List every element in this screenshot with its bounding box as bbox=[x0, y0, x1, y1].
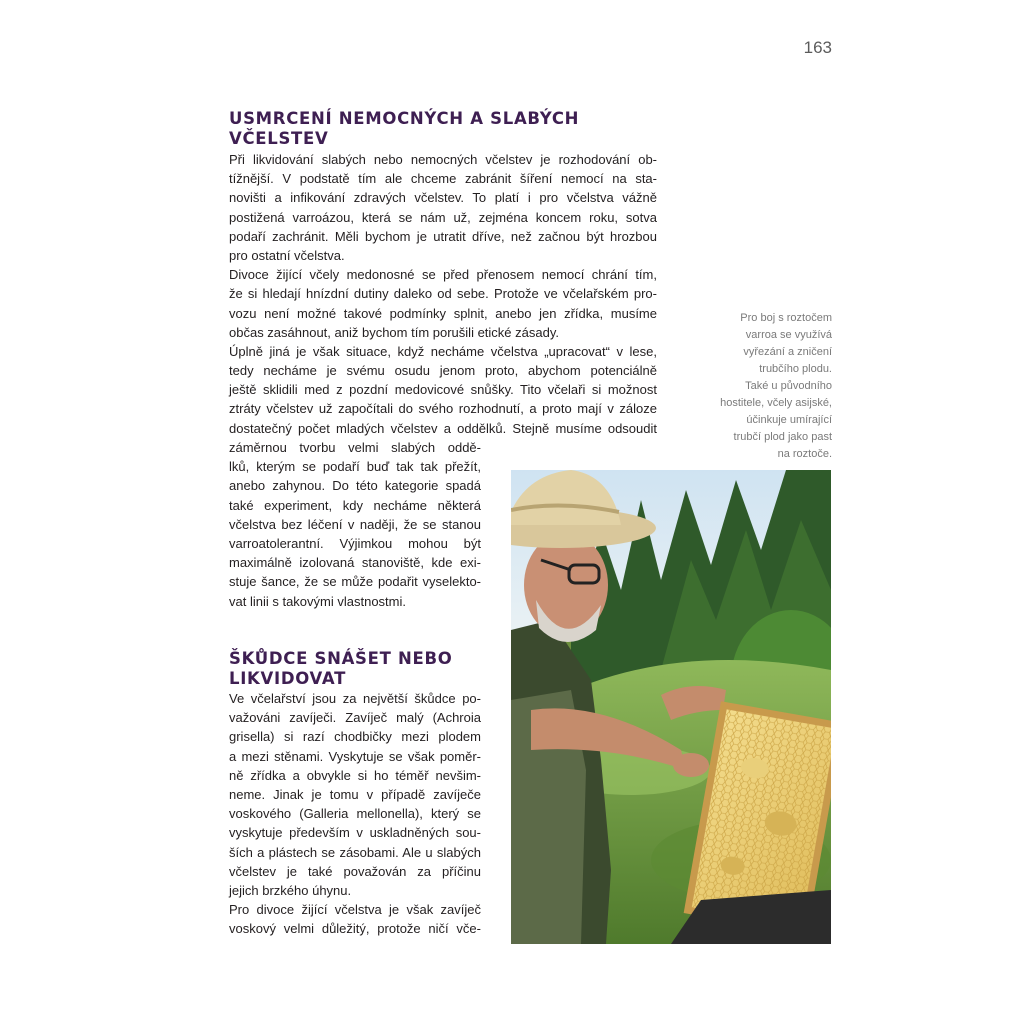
section1-body bbox=[229, 150, 657, 438]
caption-line: vyřezání a zničení bbox=[743, 346, 832, 358]
text-line: Úplně jiná je však situace, když necháme včelstva „upracovat“ v lese, bbox=[229, 343, 657, 359]
caption-line: trubčího plodu. bbox=[759, 363, 832, 375]
text-line: voskový velmi důležitý, protože ničí vče- bbox=[229, 921, 481, 937]
text-line: ších a plástech se zásobami. Ale u slabých bbox=[229, 844, 481, 860]
text-line: Divoce žijící včely medonosné se před přenosem nemocí chrání tím, bbox=[229, 267, 657, 283]
text-line: ně zřídka a obvykle si ho téměř nevšim- bbox=[229, 767, 481, 783]
caption-line: Pro boj s roztočem bbox=[740, 312, 832, 324]
section2-body bbox=[229, 689, 481, 938]
text-line: lků, kterým se podaří buď tak tak přežít, bbox=[229, 459, 481, 475]
text-line: a mezi stěnami. Vyskytuje se však poměr- bbox=[229, 748, 481, 764]
beekeeper-photo bbox=[511, 470, 831, 944]
section-heading-usmrceni bbox=[229, 109, 579, 149]
caption-line: trubčí plod jako past bbox=[733, 431, 832, 443]
beekeeper-illustration bbox=[511, 470, 831, 944]
text-line: tížnější. V podstatě tím ale chceme zabránit šíření nemocí na sta- bbox=[229, 171, 657, 187]
text-line: včelstev je také považován za příčinu bbox=[229, 863, 481, 879]
text-line: varroatolerantní. Výjimkou mohou být bbox=[229, 535, 481, 551]
text-line: včelstva bez léčení v naději, že se stanou bbox=[229, 516, 481, 532]
text-line: vozu není možné takové podmínky splnit, anebo jen zřídka, musíme bbox=[229, 305, 657, 321]
heading-line: ŠKŮDCE SNÁŠET NEBO bbox=[229, 649, 453, 668]
text-line: dostatečný počet mladých včelstev a oddělků. Stejně musíme odsoudit bbox=[229, 420, 657, 436]
text-line: postižená varroázou, která se nám už, zejména koncem roku, sotva bbox=[229, 209, 657, 225]
section-heading-skudce bbox=[229, 649, 453, 689]
heading-line: LIKVIDOVAT bbox=[229, 669, 347, 688]
heading-line: USMRCENÍ NEMOCNÝCH A SLABÝCH bbox=[229, 109, 580, 128]
text-line: vyskytuje především v uskladněných sou- bbox=[229, 825, 481, 841]
text-line: ještě sklidili med z pozdní medovicové snůšky. Tito včelaři si možnost bbox=[229, 382, 657, 398]
text-line: také experiment, kdy necháme některá bbox=[229, 497, 481, 513]
text-line: pro ostatní včelstva. bbox=[229, 247, 345, 263]
text-line: podaří zachránit. Měli bychom je utratit dříve, než začnou být hrozbou bbox=[229, 228, 657, 244]
caption-line: Také u původního bbox=[745, 380, 832, 392]
page-number: 163 bbox=[803, 38, 832, 57]
caption-line: účinkuje umírající bbox=[746, 414, 832, 426]
text-line: vat linii s takovými vlastnostmi. bbox=[229, 593, 406, 609]
caption-line: na roztoče. bbox=[777, 448, 832, 460]
text-line: novišti a infikování zdravých včelstev. To platí i pro včelstva vážně bbox=[229, 190, 657, 206]
text-line: neme. Jinak je tomu v případě zavíječe bbox=[229, 786, 481, 802]
text-line: že si hledají hnízdní dutiny daleko od sebe. Protože ve včelařském pro- bbox=[229, 286, 657, 302]
photo-caption bbox=[690, 310, 832, 463]
text-line: grisella) si razí chodbičky mezi plodem bbox=[229, 729, 481, 745]
text-line: Při likvidování slabých nebo nemocných včelstev je rozhodování ob- bbox=[229, 152, 657, 167]
text-line: Ve včelařství jsou za největší škůdce po- bbox=[229, 691, 481, 706]
text-line: ztráty včelstev už započítali do svého rozhodnutí, a proto mají v záloze bbox=[229, 401, 657, 417]
heading-line: VČELSTEV bbox=[229, 129, 329, 148]
text-line: stuje šance, že se může podařit vyselekto- bbox=[229, 574, 481, 590]
text-line: občas zasáhnout, aniž bychom tím porušili etické zásady. bbox=[229, 324, 559, 340]
text-line: voskového (Galleria mellonella), který se bbox=[229, 806, 481, 822]
caption-line: hostitele, včely asijské, bbox=[720, 397, 832, 409]
text-line: jejich brzkého úhynu. bbox=[229, 882, 352, 898]
section1-body-narrow bbox=[229, 438, 481, 611]
text-line: záměrnou tvorbu velmi slabých oddě- bbox=[229, 440, 481, 455]
text-line: Pro divoce žijící včelstva je však zavíječ bbox=[229, 902, 481, 918]
text-line: tedy necháme je svému osudu jenom proto, abychom potenciálně bbox=[229, 363, 657, 379]
text-line: važováni zavíječi. Zavíječ malý (Achroia bbox=[229, 710, 481, 726]
text-line: maximálně izolovaná stanoviště, kde exi- bbox=[229, 555, 481, 571]
text-line: anebo zahynou. Do této kategorie spadá bbox=[229, 478, 481, 494]
caption-line: varroa se využívá bbox=[745, 329, 832, 341]
